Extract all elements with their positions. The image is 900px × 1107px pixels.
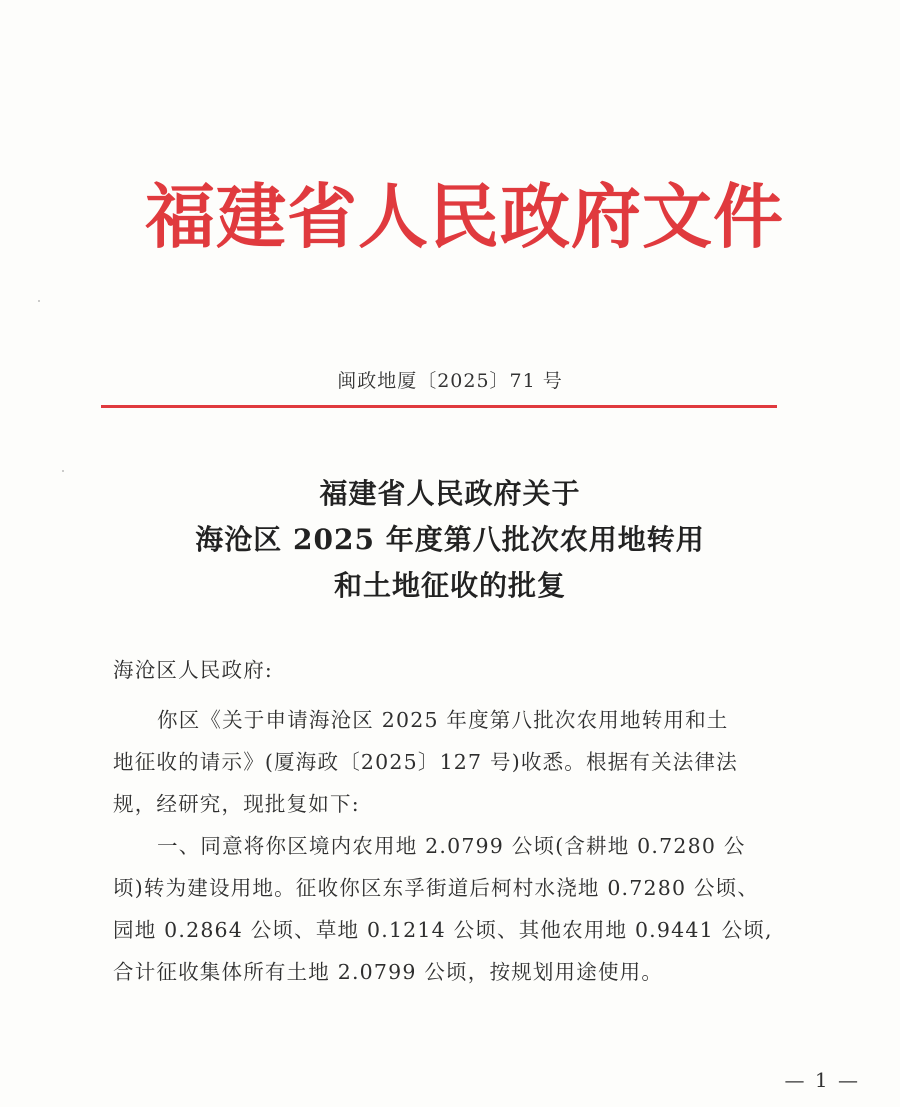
document-title-line-2: 海沧区 2025 年度第八批次农用地转用	[195, 523, 705, 556]
paragraph-1-line-3: 规，经研究，现批复如下:	[113, 792, 360, 816]
document-number: 闽政地厦〔2025〕71 号	[337, 370, 563, 392]
salutation: 海沧区人民政府:	[113, 658, 274, 682]
paragraph-2-line-1: 一、同意将你区境内农用地 2.0799 公顷(含耕地 0.7280 公	[157, 834, 746, 858]
paragraph-2-line-4: 合计征收集体所有土地 2.0799 公顷，按规划用途使用。	[113, 960, 664, 984]
masthead-title: 福建省人民政府文件	[145, 175, 784, 258]
paragraph-1-line-1: 你区《关于申请海沧区 2025 年度第八批次农用地转用和土	[157, 708, 729, 732]
document-title-line-3: 和土地征收的批复	[333, 569, 566, 602]
paragraph-2-line-2: 顷)转为建设用地。征收你区东孚街道后柯村水浇地 0.7280 公顷、	[113, 876, 760, 900]
page-number: — 1 —	[784, 1068, 860, 1092]
paragraph-1-line-2: 地征收的请示》(厦海政〔2025〕127 号)收悉。根据有关法律法	[113, 750, 738, 774]
scan-speck	[38, 300, 40, 302]
scan-speck	[62, 470, 64, 472]
paragraph-2-line-3: 园地 0.2864 公顷、草地 0.1214 公顷、其他农用地 0.9441 公顷,	[113, 918, 773, 942]
document-title-line-1: 福建省人民政府关于	[319, 477, 581, 510]
red-divider-line	[101, 405, 777, 408]
